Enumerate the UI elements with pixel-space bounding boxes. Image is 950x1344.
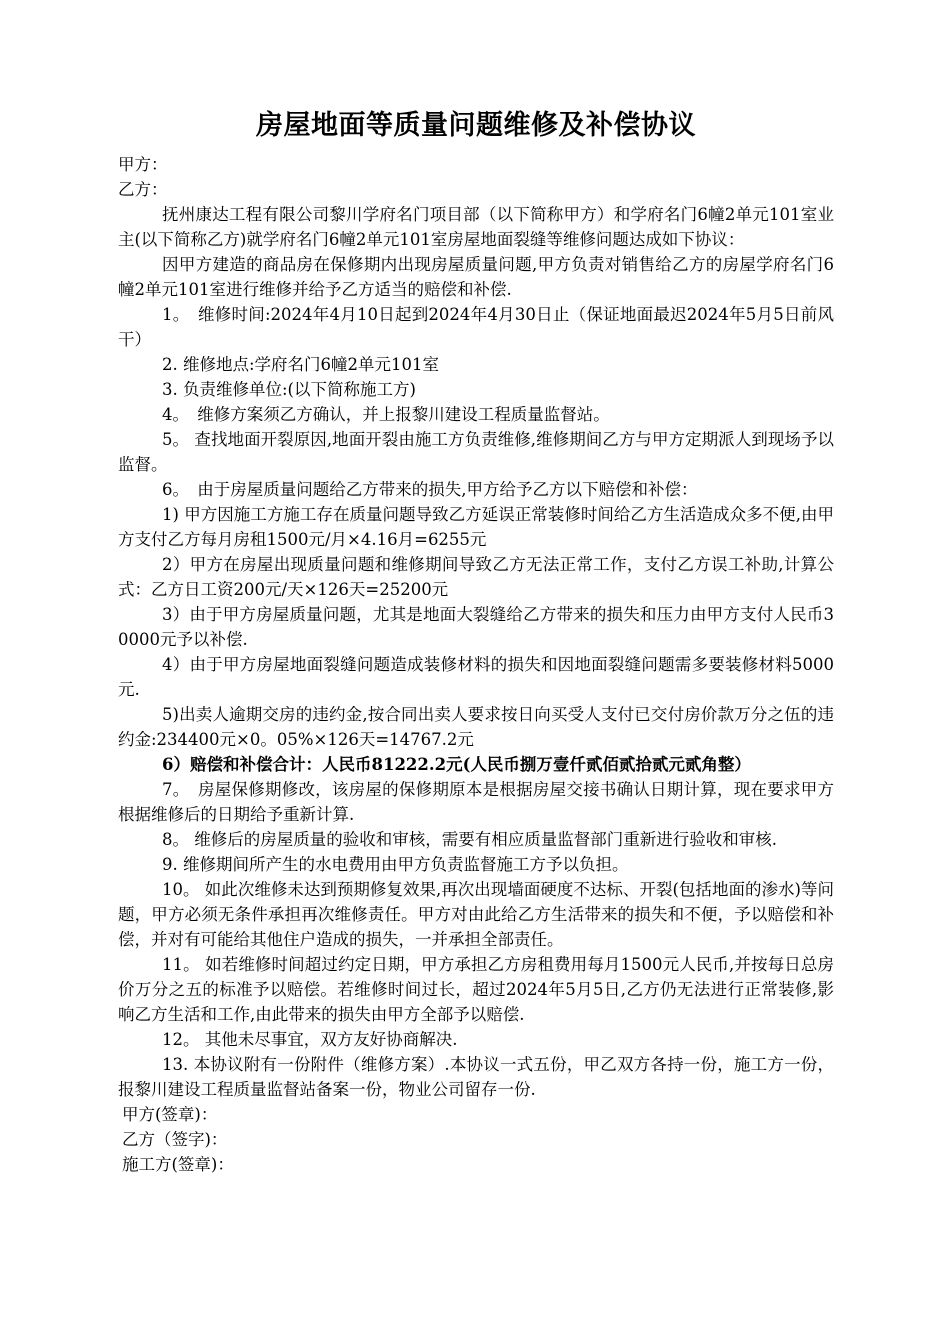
compensation-item-2: 2）甲方在房屋出现质量问题和维修期间导致乙方无法正常工作，支付乙方误工补助,计算公式：乙方日工资200元/天×126天=25200元 <box>118 555 834 599</box>
contractor-signature: 施工方(签章)： <box>122 1155 234 1174</box>
clause-8-acceptance: 8。 维修后的房屋质量的验收和审核，需要有相应质量监督部门重新进行验收和审核. <box>162 830 777 849</box>
compensation-item-1: 1) 甲方因施工方施工存在质量问题导致乙方延误正常装修时间给乙方生活造成众多不便,由甲方支付乙方每月房租1500元/月×4.16月=6255元 <box>118 505 834 549</box>
party-b-signature: 乙方（签字)： <box>122 1130 228 1149</box>
clause-13-copies: 13. 本协议附有一份附件（维修方案）.本协议一式五份，甲乙双方各持一份，施工方一份，报黎川建设工程质量监督站备案一份，物业公司留存一份. <box>118 1055 834 1099</box>
clause-9-utilities: 9. 维修期间所产生的水电费用由甲方负责监督施工方予以负担。 <box>162 855 629 874</box>
clause-4-repair-plan: 4。 维修方案须乙方确认，并上报黎川建设工程质量监督站。 <box>162 405 610 424</box>
clause-2-repair-location: 2. 维修地点:学府名门6幢2单元101室 <box>162 355 440 374</box>
clause-11-delay: 11。 如若维修时间超过约定日期，甲方承担乙方房租费用每月1500元人民币,并按每日总房价万分之五的标准予以赔偿。若维修时间过长，超过2024年5月5日,乙方仍无法进行正常装修,影响乙方生活和工作,由此带来的损失由甲方全部予以赔偿. <box>118 955 834 1024</box>
document-title: 房屋地面等质量问题维修及补偿协议 <box>256 110 696 141</box>
purpose-paragraph: 因甲方建造的商品房在保修期内出现房屋质量问题,甲方负责对销售给乙方的房屋学府名门6幢2单元101室进行维修并给予乙方适当的赔偿和补偿. <box>118 255 834 299</box>
agreement-page <box>118 100 834 1177</box>
compensation-item-5: 5)出卖人逾期交房的违约金,按合同出卖人要求按日向买受人支付已交付房价款万分之伍的违约金:234400元×0。05%×126天=14767.2元 <box>118 705 834 749</box>
clause-12-other: 12。 其他未尽事宜，双方友好协商解决. <box>162 1030 458 1049</box>
party-a-label: 甲方： <box>118 155 168 174</box>
clause-5-crack-cause: 5。 查找地面开裂原因,地面开裂由施工方负责维修,维修期间乙方与甲方定期派人到现场予以监督。 <box>118 430 834 474</box>
clause-6-compensation: 6。 由于房屋质量问题给乙方带来的损失,甲方给予乙方以下赔偿和补偿： <box>162 480 698 499</box>
compensation-total: 6）赔偿和补偿合计：人民币81222.2元(人民币捌万壹仟贰佰贰拾贰元贰角整） <box>162 755 751 774</box>
clause-7-warranty: 7。 房屋保修期修改，该房屋的保修期原本是根据房屋交接书确认日期计算，现在要求甲方根据维修后的日期给予重新计算. <box>118 780 834 824</box>
intro-paragraph: 抚州康达工程有限公司黎川学府名门项目部（以下简称甲方）和学府名门6幢2单元101室业主(以下简称乙方)就学府名门6幢2单元101室房屋地面裂缝等维修问题达成如下协议： <box>118 205 834 249</box>
clause-10-failure: 10。 如此次维修未达到预期修复效果,再次出现墙面硬度不达标、开裂(包括地面的渗水)等问题，甲方必须无条件承担再次维修责任。甲方对由此给乙方生活带来的损失和不便，予以赔偿和补偿，并对有可能给其他住户造成的损失，一并承担全部责任。 <box>118 880 834 949</box>
party-a-signature: 甲方(签章)： <box>122 1105 218 1124</box>
compensation-item-3: 3）由于甲方房屋质量问题，尤其是地面大裂缝给乙方带来的损失和压力由甲方支付人民币30000元予以补偿. <box>118 605 834 649</box>
compensation-item-4: 4）由于甲方房屋地面裂缝问题造成装修材料的损失和因地面裂缝问题需多要装修材料5000元. <box>118 655 834 699</box>
party-b-label: 乙方： <box>118 180 168 199</box>
clause-3-repair-unit: 3. 负责维修单位:(以下简称施工方) <box>162 380 416 399</box>
clause-1-repair-time: 1。 维修时间:2024年4月10日起到2024年4月30日止（保证地面最迟2024年5月5日前风干） <box>118 305 834 349</box>
